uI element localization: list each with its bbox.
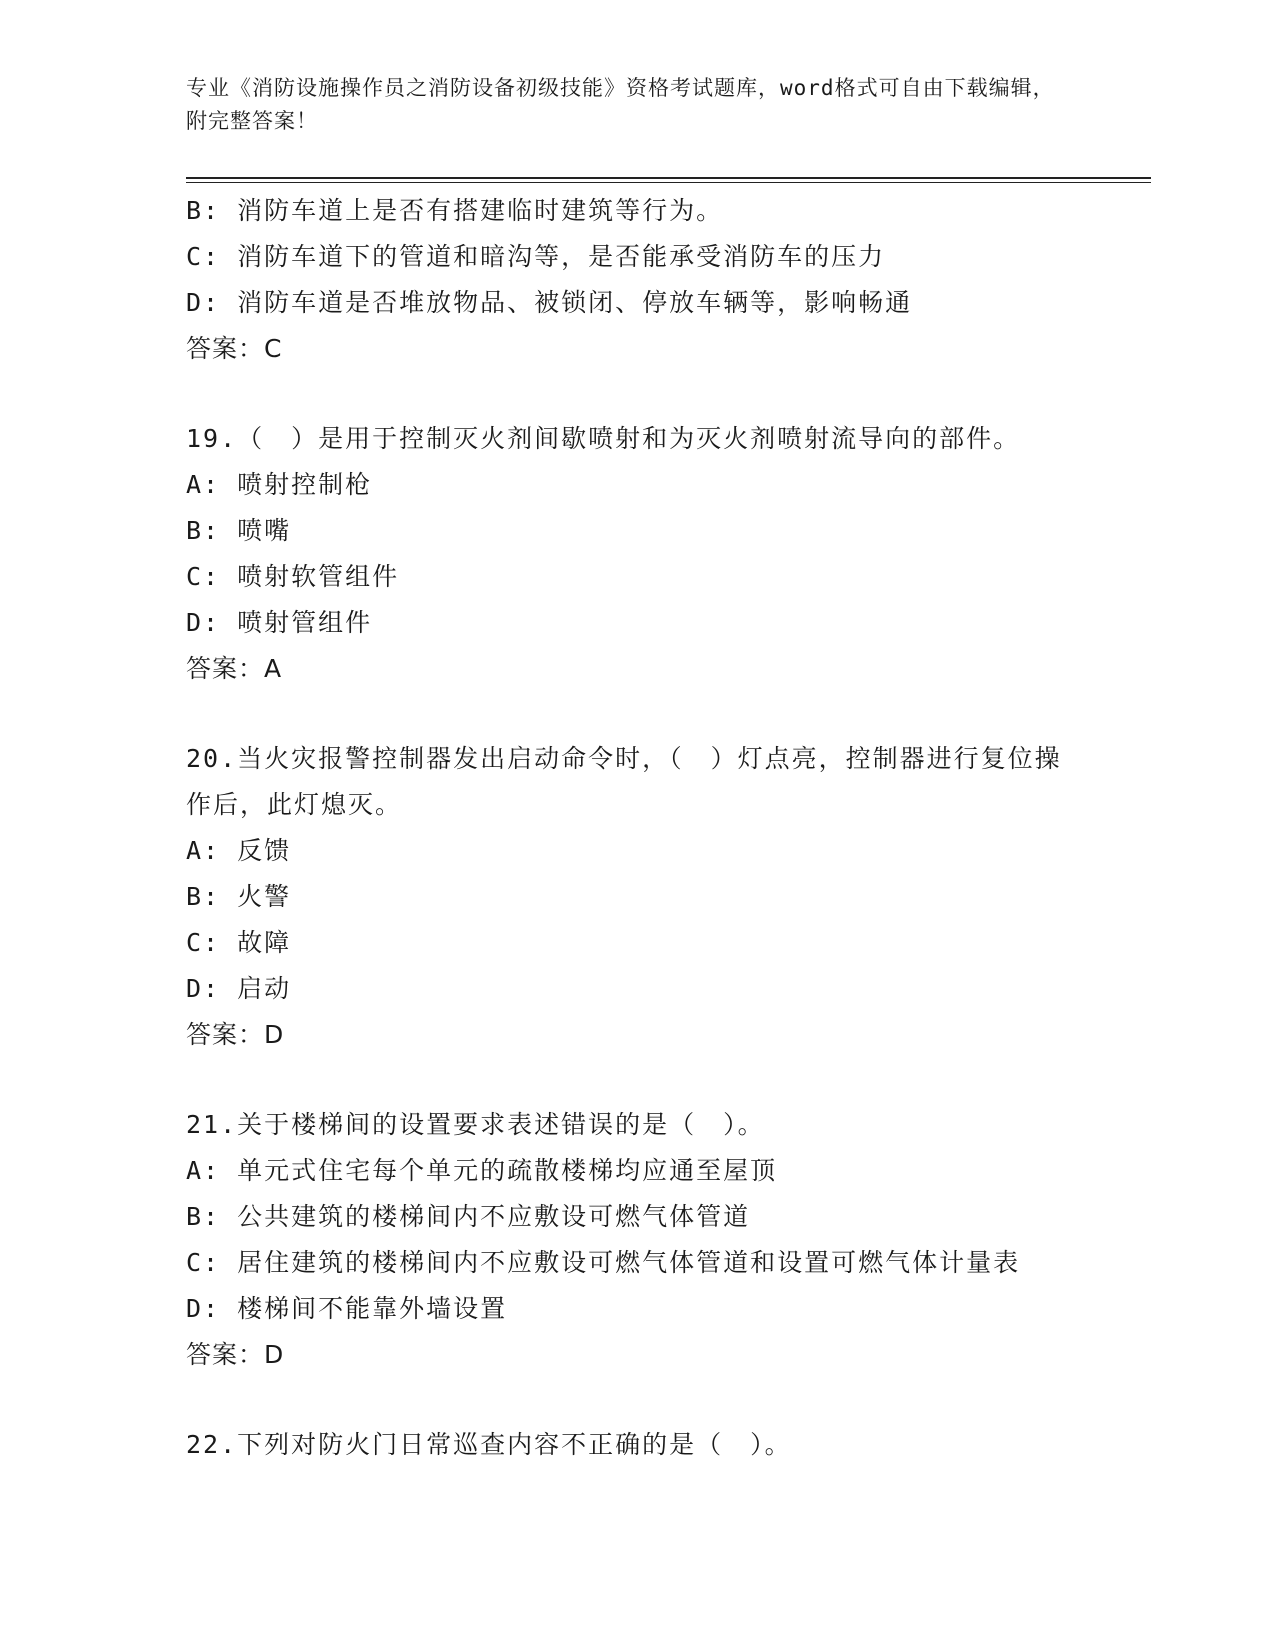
- question-text: 19.（ ）是用于控制灭火剂间歇喷射和为灭火剂喷射流导向的部件。: [186, 424, 1021, 453]
- option-d: D: 启动: [186, 974, 292, 1003]
- option-a: A: 喷射控制枪: [186, 470, 373, 499]
- option-c: C: 故障: [186, 928, 292, 957]
- option-b: B: 火警: [186, 882, 292, 911]
- previous-question-tail: [186, 188, 1076, 372]
- option-a: A: 反馈: [186, 836, 292, 865]
- answer-line: 答案：C: [186, 334, 283, 363]
- header-divider-thick: [186, 177, 1151, 179]
- question-text: 21.关于楼梯间的设置要求表述错误的是（ ）。: [186, 1110, 765, 1139]
- option-c: C: 消防车道下的管道和暗沟等，是否能承受消防车的压力: [186, 242, 886, 271]
- document-header: 专业《消防设施操作员之消防设备初级技能》资格考试题库，word格式可自由下载编辑，附完整答案！: [186, 76, 1055, 133]
- option-d: D: 消防车道是否堆放物品、被锁闭、停放车辆等，影响畅通: [186, 288, 913, 317]
- question-19: [186, 416, 1076, 692]
- option-d: D: 楼梯间不能靠外墙设置: [186, 1294, 508, 1323]
- question-21: [186, 1102, 1076, 1378]
- option-d: D: 喷射管组件: [186, 608, 373, 637]
- option-c: C: 居住建筑的楼梯间内不应敷设可燃气体管道和设置可燃气体计量表: [186, 1248, 1021, 1277]
- question-22: [186, 1422, 1076, 1468]
- option-b: B: 喷嘴: [186, 516, 292, 545]
- question-content: [186, 188, 1076, 1468]
- header-divider-thin: [186, 182, 1151, 183]
- option-c: C: 喷射软管组件: [186, 562, 400, 591]
- question-text: 20.当火灾报警控制器发出启动命令时，（ ）灯点亮，控制器进行复位操作后，此灯熄灭。: [186, 744, 1062, 819]
- option-b: B: 消防车道上是否有搭建临时建筑等行为。: [186, 196, 724, 225]
- answer-line: 答案：D: [186, 1020, 285, 1049]
- answer-line: 答案：A: [186, 654, 283, 683]
- option-a: A: 单元式住宅每个单元的疏散楼梯均应通至屋顶: [186, 1156, 778, 1185]
- question-20: [186, 736, 1076, 1058]
- question-text: 22.下列对防火门日常巡查内容不正确的是（ ）。: [186, 1430, 792, 1459]
- answer-line: 答案：D: [186, 1340, 285, 1369]
- option-b: B: 公共建筑的楼梯间内不应敷设可燃气体管道: [186, 1202, 751, 1231]
